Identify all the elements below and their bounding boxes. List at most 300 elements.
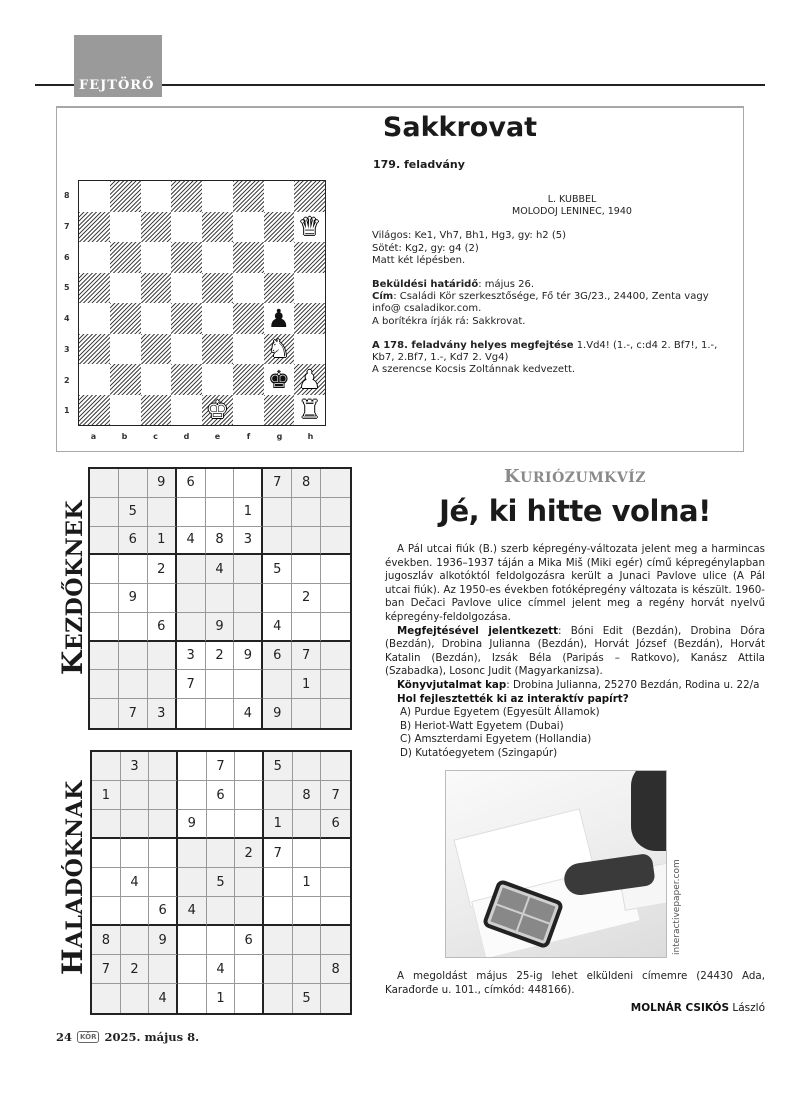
quiz-option-a: A) Purdue Egyetem (Egyesült Államok) (400, 706, 600, 719)
sudoku-cell[interactable] (235, 955, 264, 984)
sudoku-cell[interactable] (206, 699, 235, 728)
label-rest: ALADÓKNAK (62, 780, 88, 949)
sudoku-cell[interactable] (177, 498, 206, 527)
black-king-icon: ♚ (267, 364, 291, 394)
prev-solution-value: 1.Vd4! (1.-, c:d4 2. Bf7!, 1.-, Kb7, 2.Bf7, 1.-, Kd7 2. Vg4) (372, 339, 718, 364)
sudoku-cell[interactable] (264, 868, 293, 897)
sudoku-cell[interactable] (121, 984, 150, 1013)
sudoku-cell[interactable] (292, 555, 321, 584)
rank-label: 2 (64, 375, 70, 385)
label-rest: EZDŐKNEK (62, 499, 88, 651)
sudoku-cell[interactable] (121, 897, 150, 926)
sudoku-cell[interactable] (264, 781, 293, 810)
quiz-headline: Jé, ki hitte volna! (439, 494, 711, 528)
chess-info (372, 194, 732, 376)
sudoku-cell[interactable] (321, 752, 350, 781)
issue-date: 2025. május 8. (104, 1030, 200, 1044)
sudoku-cell[interactable]: 8 (292, 469, 321, 498)
quiz-option-b: B) Heriot-Watt Egyetem (Dubai) (400, 719, 564, 732)
quiz-intro: A Pál utcai fiúk (B.) szerb képregény-változata jelent meg a harmincas években. 1936–1937 táján a Mika Miš (Miki egér) című képregénylapban jugoszláv alkotóktól feldolgozásra került a Junaci Pavlove ulice (A Pál utcai fiúk). Az 1950-es években fotóképregény változata is készült. 1960-ban Dečaci Pavlove ulice címmel jelent meg a regény horvát nyelvű képregény-feldolgozása. (385, 543, 765, 623)
sudoku-beginner (88, 467, 352, 730)
sudoku-cell[interactable] (234, 469, 263, 498)
square-c7 (141, 212, 172, 243)
square-b4 (110, 303, 141, 334)
quiz-question (385, 693, 765, 707)
sudoku-cell[interactable] (206, 498, 235, 527)
sudoku-cell[interactable]: 1 (234, 498, 263, 527)
section-label: FEJTÖRŐ (79, 78, 155, 93)
sudoku-cell[interactable]: 2 (292, 584, 321, 613)
sudoku-advanced (90, 750, 352, 1015)
sudoku-cell[interactable]: 2 (121, 955, 150, 984)
person-head (631, 770, 667, 851)
sudoku-cell[interactable] (178, 868, 207, 897)
sudoku-cell[interactable]: 9 (119, 584, 148, 613)
sudoku-cell[interactable] (119, 613, 148, 642)
sudoku-cell[interactable]: 5 (207, 868, 236, 897)
sudoku-cell[interactable] (206, 670, 235, 699)
sudoku-cell[interactable]: 1 (148, 527, 177, 556)
square-a4 (79, 303, 110, 334)
sudoku-cell[interactable] (235, 868, 264, 897)
square-c3 (141, 334, 172, 365)
white-pieces: Világos: Ke1, Vh7, Bh1, Hg3, gy: h2 (5) (372, 230, 566, 242)
sudoku-cell[interactable] (264, 955, 293, 984)
sudoku-cell[interactable] (177, 699, 206, 728)
square-e7 (202, 212, 233, 243)
square-d7 (171, 212, 202, 243)
sudoku-cell[interactable] (92, 810, 121, 839)
sudoku-cell[interactable]: 8 (206, 527, 235, 556)
sudoku-cell[interactable] (292, 699, 321, 728)
white-pawn-icon: ♟ (298, 364, 321, 394)
sudoku-cell[interactable] (235, 752, 264, 781)
square-h6 (294, 242, 325, 273)
sudoku-cell[interactable]: 2 (206, 642, 235, 671)
sudoku-cell[interactable] (207, 810, 236, 839)
address-label: Cím (372, 291, 394, 303)
sudoku-cell[interactable]: 6 (321, 810, 350, 839)
sudoku-cell[interactable] (293, 926, 322, 955)
sudoku-cell[interactable]: 3 (177, 642, 206, 671)
interactive-paper-photo (445, 770, 667, 958)
sudoku-cell[interactable] (90, 555, 119, 584)
sudoku-cell[interactable]: 9 (178, 810, 207, 839)
sudoku-cell[interactable]: 5 (293, 984, 322, 1013)
sudoku-cell[interactable] (321, 642, 350, 671)
square-g7 (264, 212, 295, 243)
sudoku-cell[interactable] (321, 555, 350, 584)
quiz-option-d: D) Kutatóegyetem (Szingapúr) (400, 746, 558, 759)
magazine-logo: KÖR (77, 1031, 99, 1043)
sudoku-cell[interactable] (235, 897, 264, 926)
sudoku-cell[interactable] (293, 839, 322, 868)
sudoku-cell[interactable] (178, 781, 207, 810)
square-c1 (141, 395, 172, 426)
sudoku-cell[interactable] (90, 670, 119, 699)
sudoku-cell[interactable] (148, 498, 177, 527)
label-initial: H (56, 948, 89, 975)
rank-label: 5 (64, 283, 70, 293)
sudoku-cell[interactable]: 6 (119, 527, 148, 556)
rank-label: 6 (64, 252, 70, 262)
sudoku-cell[interactable] (321, 498, 350, 527)
sudoku-cell[interactable] (90, 613, 119, 642)
square-b2 (110, 364, 141, 395)
sudoku-cell[interactable] (90, 699, 119, 728)
sudoku-cell[interactable] (178, 984, 207, 1013)
sudoku-cell[interactable]: 7 (263, 469, 292, 498)
square-f3 (233, 334, 264, 365)
address-value: : Családi Kör szerkesztősége, Fő tér 3G/23., 24400, Zenta vagy info@ csaladikor.com. (372, 291, 709, 315)
sudoku-cell[interactable] (92, 839, 121, 868)
sudoku-cell[interactable] (90, 642, 119, 671)
sudoku-cell[interactable] (178, 926, 207, 955)
sudoku-cell[interactable] (263, 584, 292, 613)
sudoku-cell[interactable] (234, 613, 263, 642)
sudoku-cell[interactable] (321, 469, 350, 498)
winner-note: A szerencse Kocsis Zoltánnak kedvezett. (372, 364, 576, 376)
square-f1 (233, 395, 264, 426)
square-b5 (110, 273, 141, 304)
quiz-kicker (385, 466, 765, 487)
sudoku-cell[interactable]: 9 (148, 469, 177, 498)
file-label: g (276, 432, 283, 441)
chessboard (78, 180, 326, 426)
square-c2 (141, 364, 172, 395)
sudoku-cell[interactable] (263, 498, 292, 527)
square-e6 (202, 242, 233, 273)
white-queen-icon: ♛ (298, 212, 321, 242)
sudoku-cell[interactable]: 3 (121, 752, 150, 781)
sudoku-cell[interactable]: 9 (263, 699, 292, 728)
square-e2 (202, 364, 233, 395)
sudoku-cell[interactable]: 3 (148, 699, 177, 728)
file-label: b (121, 432, 128, 441)
square-f8 (233, 181, 264, 212)
sudoku-cell[interactable] (90, 498, 119, 527)
square-h7 (294, 212, 325, 243)
problem-number: 179. feladvány (373, 158, 465, 171)
question-text: Hol fejlesztették ki az interaktív papírt? (397, 692, 629, 705)
chess-title: Sakkrovat (382, 112, 538, 143)
sudoku-cell[interactable] (292, 527, 321, 556)
sudoku-cell[interactable] (321, 839, 350, 868)
square-b8 (110, 181, 141, 212)
square-h4 (294, 303, 325, 334)
sudoku-cell[interactable] (206, 469, 235, 498)
sudoku-cell[interactable]: 1 (264, 810, 293, 839)
deadline (372, 279, 732, 291)
sudoku-cell[interactable] (207, 926, 236, 955)
sudoku-cell[interactable] (177, 613, 206, 642)
sudoku-cell[interactable]: 8 (92, 926, 121, 955)
square-e8 (202, 181, 233, 212)
sudoku-cell[interactable]: 4 (121, 868, 150, 897)
sudoku-cell[interactable]: 5 (263, 555, 292, 584)
sudoku-cell[interactable] (119, 555, 148, 584)
sudoku-cell[interactable] (178, 752, 207, 781)
section-tab (74, 35, 162, 97)
square-d5 (171, 273, 202, 304)
square-f2 (233, 364, 264, 395)
sudoku-cell[interactable] (235, 984, 264, 1013)
solvers-label: Megfejtésével jelentkezett (397, 624, 559, 637)
square-b6 (110, 242, 141, 273)
sudoku-cell[interactable]: 4 (263, 613, 292, 642)
square-e5 (202, 273, 233, 304)
sudoku-cell[interactable] (90, 527, 119, 556)
square-d1 (171, 395, 202, 426)
file-label: h (307, 432, 314, 441)
square-a3 (79, 334, 110, 365)
sudoku-cell[interactable]: 1 (293, 868, 322, 897)
square-d6 (171, 242, 202, 273)
sudoku-cell[interactable]: 4 (178, 897, 207, 926)
sudoku-cell[interactable] (207, 897, 236, 926)
sudoku-cell[interactable] (292, 613, 321, 642)
sudoku-cell[interactable]: 6 (149, 897, 178, 926)
sudoku-cell[interactable]: 4 (206, 555, 235, 584)
sudoku-cell[interactable] (178, 955, 207, 984)
square-f4 (233, 303, 264, 334)
file-label: e (214, 432, 221, 441)
prev-solution (372, 340, 732, 364)
sudoku-cell[interactable] (207, 839, 236, 868)
sudoku-cell[interactable]: 2 (235, 839, 264, 868)
sudoku-cell[interactable] (321, 897, 350, 926)
sudoku-beginner-label (56, 500, 89, 675)
square-a6 (79, 242, 110, 273)
sudoku-cell[interactable] (121, 810, 150, 839)
sudoku-cell[interactable]: 7 (292, 642, 321, 671)
sudoku-cell[interactable] (234, 670, 263, 699)
sudoku-cell[interactable]: 6 (148, 613, 177, 642)
sudoku-cell[interactable] (206, 584, 235, 613)
deadline-label: Beküldési határidő (372, 279, 479, 291)
sudoku-cell[interactable] (264, 926, 293, 955)
sudoku-cell[interactable] (177, 584, 206, 613)
white-king-icon: ♚ (206, 395, 229, 425)
sudoku-cell[interactable]: 8 (293, 781, 322, 810)
sudoku-cell[interactable] (235, 810, 264, 839)
sudoku-cell[interactable] (321, 584, 350, 613)
square-f7 (233, 212, 264, 243)
sudoku-cell[interactable] (119, 469, 148, 498)
sudoku-cell[interactable]: 1 (92, 781, 121, 810)
rank-label: 7 (64, 221, 70, 231)
sudoku-cell[interactable]: 2 (148, 555, 177, 584)
quiz-prize (385, 679, 765, 693)
square-a5 (79, 273, 110, 304)
envelope-note: A borítékra írják rá: Sakkrovat. (372, 315, 526, 327)
square-f6 (233, 242, 264, 273)
sudoku-cell[interactable] (321, 926, 350, 955)
square-e3 (202, 334, 233, 365)
white-rook-icon: ♜ (298, 395, 321, 425)
file-label: d (183, 432, 190, 441)
sudoku-cell[interactable]: 9 (149, 926, 178, 955)
square-b1 (110, 395, 141, 426)
sudoku-cell[interactable]: 3 (234, 527, 263, 556)
sudoku-cell[interactable] (263, 670, 292, 699)
quiz-author (631, 1002, 765, 1014)
square-g4 (264, 303, 295, 334)
sudoku-cell[interactable]: 7 (207, 752, 236, 781)
rank-label: 8 (64, 191, 70, 200)
page-number: 24 (56, 1030, 73, 1044)
sudoku-cell[interactable] (119, 642, 148, 671)
sudoku-cell[interactable]: 1 (292, 670, 321, 699)
rank-label: 1 (64, 406, 70, 416)
sudoku-cell[interactable]: 9 (234, 642, 263, 671)
square-f5 (233, 273, 264, 304)
square-a8 (79, 181, 110, 212)
sudoku-cell[interactable] (321, 868, 350, 897)
sudoku-cell[interactable]: 4 (177, 527, 206, 556)
sudoku-cell[interactable] (293, 810, 322, 839)
submission-note: A megoldást május 25-ig lehet elküldeni címemre (24430 Ada, Karađorđe u. 101., címkód: 448166). (385, 970, 765, 996)
square-b3 (110, 334, 141, 365)
sudoku-cell[interactable] (148, 670, 177, 699)
sudoku-cell[interactable] (90, 584, 119, 613)
sudoku-cell[interactable]: 6 (207, 781, 236, 810)
author-firstname: László (732, 1002, 765, 1014)
sudoku-cell[interactable]: 4 (207, 955, 236, 984)
sudoku-cell[interactable] (264, 984, 293, 1013)
sudoku-cell[interactable] (121, 926, 150, 955)
sudoku-cell[interactable]: 7 (119, 699, 148, 728)
sudoku-cell[interactable]: 7 (92, 955, 121, 984)
sudoku-cell[interactable] (149, 955, 178, 984)
square-g1 (264, 395, 295, 426)
quiz-article (385, 543, 765, 761)
sudoku-cell[interactable]: 5 (264, 752, 293, 781)
square-b7 (110, 212, 141, 243)
sudoku-cell[interactable] (321, 527, 350, 556)
sudoku-cell[interactable] (321, 670, 350, 699)
sudoku-cell[interactable] (293, 752, 322, 781)
sudoku-cell[interactable] (235, 781, 264, 810)
square-g3 (264, 334, 295, 365)
sudoku-advanced-label (56, 780, 89, 975)
sudoku-cell[interactable] (119, 670, 148, 699)
black-pieces: Sötét: Kg2, gy: g4 (2) (372, 242, 479, 254)
square-g5 (264, 273, 295, 304)
rank-label: 4 (64, 314, 70, 323)
square-d2 (171, 364, 202, 395)
sudoku-cell[interactable]: 6 (263, 642, 292, 671)
square-h5 (294, 273, 325, 304)
sudoku-cell[interactable]: 6 (177, 469, 206, 498)
square-c4 (141, 303, 172, 334)
sudoku-cell[interactable]: 7 (264, 839, 293, 868)
square-c6 (141, 242, 172, 273)
sudoku-cell[interactable]: 1 (207, 984, 236, 1013)
square-c5 (141, 273, 172, 304)
file-label: c (153, 432, 158, 441)
square-h1 (294, 395, 325, 426)
page-footer (56, 1030, 199, 1044)
sudoku-cell[interactable] (90, 469, 119, 498)
sudoku-cell[interactable] (121, 839, 150, 868)
sudoku-cell[interactable] (92, 984, 121, 1013)
square-g6 (264, 242, 295, 273)
sudoku-cell[interactable] (149, 839, 178, 868)
sudoku-cell[interactable] (292, 498, 321, 527)
sudoku-cell[interactable]: 4 (149, 984, 178, 1013)
square-h3 (294, 334, 325, 365)
quiz-solvers (385, 625, 765, 679)
sudoku-cell[interactable] (321, 699, 350, 728)
sudoku-cell[interactable] (321, 984, 350, 1013)
prev-solution-label: A 178. feladvány helyes megfejtése (372, 339, 574, 351)
square-a2 (79, 364, 110, 395)
sudoku-cell[interactable] (92, 897, 121, 926)
square-e4 (202, 303, 233, 334)
sudoku-cell[interactable] (149, 781, 178, 810)
task: Matt két lépésben. (372, 254, 466, 266)
square-c8 (141, 181, 172, 212)
sudoku-cell[interactable] (293, 897, 322, 926)
square-a7 (79, 212, 110, 243)
sudoku-cell[interactable] (149, 810, 178, 839)
file-label: a (90, 432, 97, 441)
sudoku-cell[interactable] (178, 839, 207, 868)
rank-label: 3 (64, 344, 70, 354)
sudoku-cell[interactable] (293, 955, 322, 984)
sudoku-cell[interactable] (121, 781, 150, 810)
file-label: f (246, 432, 251, 441)
sudoku-cell[interactable] (148, 584, 177, 613)
square-a1 (79, 395, 110, 426)
address (372, 291, 732, 315)
sudoku-cell[interactable]: 8 (321, 955, 350, 984)
sudoku-cell[interactable] (234, 555, 263, 584)
square-h8 (294, 181, 325, 212)
quiz-option-c: C) Amszterdami Egyetem (Hollandia) (400, 733, 592, 746)
author-surname: MOLNÁR CSIKÓS (630, 1002, 730, 1014)
sudoku-cell[interactable] (149, 752, 178, 781)
sudoku-cell[interactable] (92, 868, 121, 897)
square-d3 (171, 334, 202, 365)
prize-label: Könyvjutalmat kap (397, 678, 507, 691)
sudoku-cell[interactable] (321, 613, 350, 642)
black-pawn-icon: ♟ (267, 303, 291, 333)
sudoku-cell[interactable] (263, 527, 292, 556)
problem-source: MOLODOJ LENINEC, 1940 (512, 206, 632, 218)
square-g8 (264, 181, 295, 212)
sudoku-cell[interactable] (234, 584, 263, 613)
label-initial: K (56, 650, 89, 675)
sudoku-cell[interactable] (264, 897, 293, 926)
sudoku-cell[interactable] (148, 642, 177, 671)
sudoku-cell[interactable]: 7 (177, 670, 206, 699)
prize-value: : Drobina Julianna, 25270 Bezdán, Rodina u. 22/a (506, 678, 760, 691)
sudoku-cell[interactable]: 7 (321, 781, 350, 810)
white-knight-icon: ♞ (267, 334, 291, 364)
sudoku-cell[interactable] (92, 752, 121, 781)
sudoku-cell[interactable]: 5 (119, 498, 148, 527)
sudoku-cell[interactable]: 4 (234, 699, 263, 728)
kicker-rest: URIÓZUMKVÍZ (520, 470, 646, 486)
sudoku-cell[interactable] (149, 868, 178, 897)
sudoku-cell[interactable] (177, 555, 206, 584)
sudoku-cell[interactable]: 6 (235, 926, 264, 955)
photo-credit: interactivepaper.com (672, 859, 682, 955)
solvers-value: : Bóni Edit (Bezdán), Drobina Dóra (Bezdán), Drobina Julianna (Bezdán), Horvát József (Bezdán), Horvát Katalin (Bezdán), Izsák Béla (Paripás – Ratkovo), Kanász Attila (Szabadka), Losonc Judit (Magyarkanizsa). (385, 624, 766, 678)
sudoku-cell[interactable]: 9 (206, 613, 235, 642)
